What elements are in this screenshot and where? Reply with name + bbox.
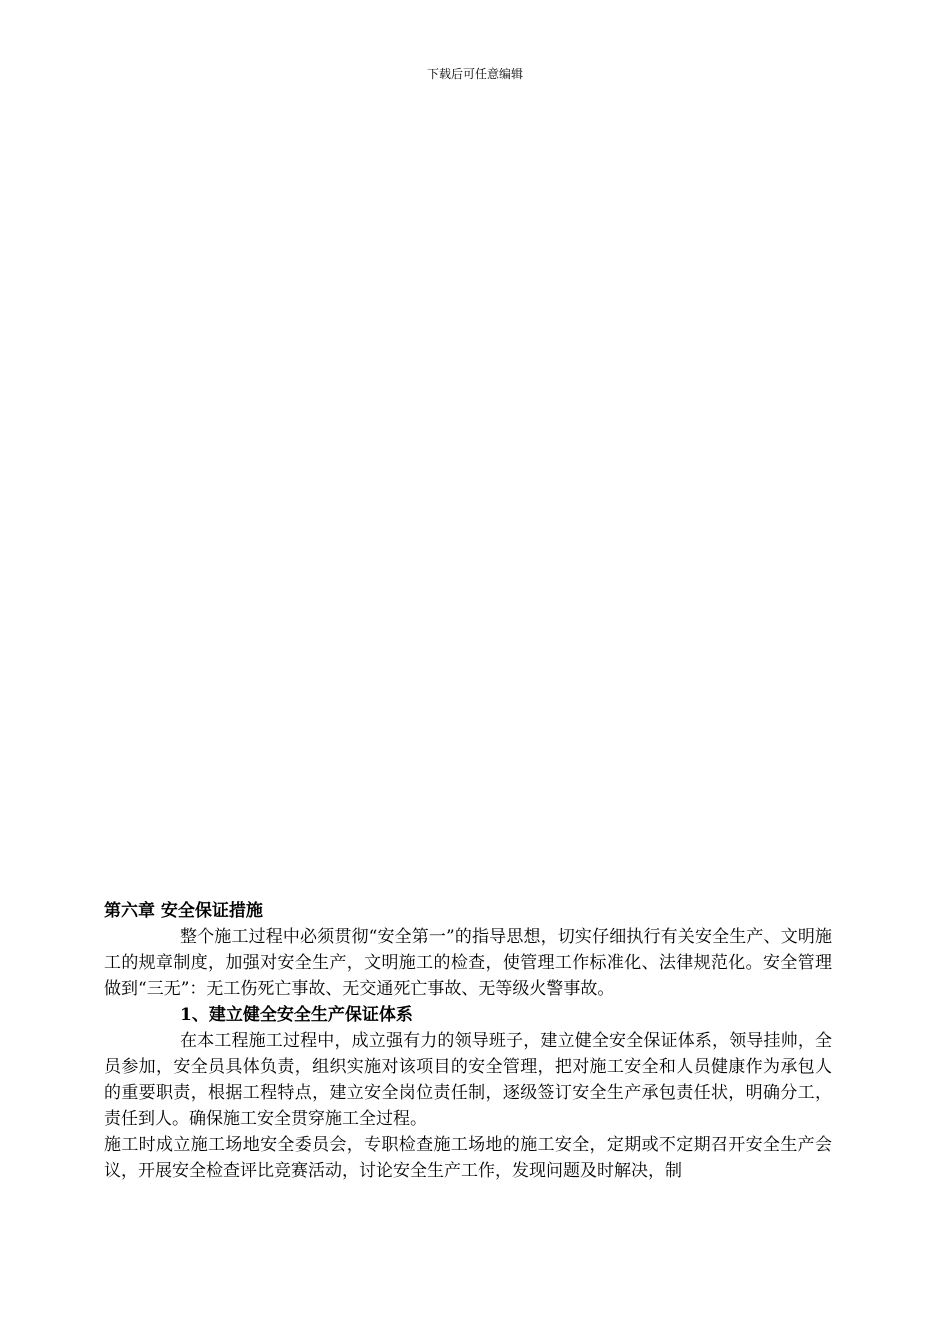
section-1-paragraph-1: 在本工程施工过程中，成立强有力的领导班子，建立健全安全保证体系，领导挂帅，全员参加，安全员具体负责，组织实施对该项目的安全管理，把对施工安全和人员健康作为承包人的重要职责，根据工程特点，建立安全岗位责任制，逐级签订安全生产承包责任状，明确分工，责任到人。确保施工安全贯穿施工全过程。 (104, 1031, 832, 1129)
section-title-1: 1、建立健全安全生产保证体系 (180, 1005, 413, 1025)
document-body (104, 898, 832, 1184)
intro-paragraph: 整个施工过程中必须贯彻“安全第一”的指导思想，切实仔细执行有关安全生产、文明施工的规章制度，加强对安全生产，文明施工的检查，使管理工作标准化、法律规范化。安全管理做到“三无”：无工伤死亡事故、无交通死亡事故、无等级火警事故。 (104, 927, 832, 999)
header-note: 下载后可任意编辑 (426, 67, 523, 81)
section-1-paragraph-2: 施工时成立施工场地安全委员会，专职检查施工场地的施工安全，定期或不定期召开安全生产会议，开展安全检查评比竞赛活动，讨论安全生产工作，发现问题及时解决，制 (104, 1135, 832, 1181)
chapter-title: 第六章 安全保证措施 (104, 901, 263, 921)
